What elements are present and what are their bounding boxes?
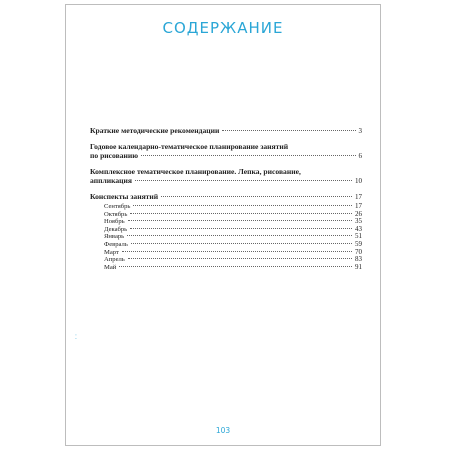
toc-subentry[interactable] [90, 226, 362, 234]
toc-entry-label: Годовое календарно-тематическое планирование занятий [90, 142, 289, 151]
dot-leader [127, 235, 352, 236]
toc-entry-label-continued: аппликация [90, 176, 132, 185]
toc-entry-label: Конспекты занятий [90, 192, 159, 201]
toc-entry[interactable] [90, 126, 362, 136]
toc-entry[interactable] [90, 192, 362, 271]
toc-subentry-label: Октябрь [104, 210, 128, 218]
toc-subentry[interactable] [90, 203, 362, 211]
toc-subentry-label: Февраль [104, 240, 128, 248]
toc-subentry-page: 70 [355, 247, 362, 256]
toc-subentry-label: Май [104, 263, 117, 271]
toc-subentry[interactable] [90, 211, 362, 219]
toc-entry-page: 3 [358, 127, 362, 135]
dot-leader [222, 130, 355, 131]
toc-entry-label-continued: по рисованию [90, 151, 139, 160]
toc-subentry-page: 91 [355, 262, 362, 271]
dot-leader [119, 266, 352, 267]
toc-entry-page: 10 [355, 177, 362, 185]
dot-leader [141, 155, 355, 156]
toc-subentry-page: 26 [355, 209, 362, 218]
table-of-contents [90, 126, 362, 277]
toc-entry-label: Комплексное тематическое планирование. Лепка, рисование, [90, 167, 301, 176]
toc-entry-page: 6 [358, 152, 362, 160]
toc-subentry-label: Декабрь [104, 225, 128, 233]
dot-leader [131, 243, 352, 244]
toc-entry-page: 17 [355, 193, 362, 201]
dot-leader [130, 228, 352, 229]
toc-subentry-label: Январь [104, 233, 125, 241]
dot-leader [161, 196, 352, 197]
dot-leader [128, 258, 352, 259]
toc-subentry[interactable] [90, 241, 362, 249]
dot-leader [122, 251, 352, 252]
toc-subentry-page: 35 [355, 217, 362, 226]
toc-subentry-label: Апрель [104, 256, 125, 264]
dot-leader [130, 213, 352, 214]
toc-subentry[interactable] [90, 264, 362, 272]
toc-entry-label: Краткие методические рекомендации [90, 126, 220, 135]
toc-subentry-page: 17 [355, 202, 362, 210]
toc-subentry-page: 43 [355, 224, 362, 233]
toc-entry[interactable] [90, 167, 362, 186]
toc-subentry-page: 51 [355, 232, 362, 241]
toc-entry[interactable] [90, 142, 362, 161]
toc-subentry-page: 83 [355, 255, 362, 264]
toc-subentry[interactable] [90, 249, 362, 257]
toc-subentry[interactable] [90, 218, 362, 226]
toc-subentry[interactable] [90, 256, 362, 264]
dot-leader [135, 180, 352, 181]
page-number: 103 [215, 426, 231, 435]
book-page [65, 4, 381, 446]
toc-subentry-label: Март [104, 248, 119, 256]
margin-mark: ⁚ [75, 334, 77, 341]
page-title: СОДЕРЖАНИЕ [162, 19, 284, 37]
toc-subentries [90, 203, 362, 271]
toc-subentry-label: Сентябрь [104, 203, 131, 210]
toc-subentry-page: 59 [355, 239, 362, 248]
dot-leader [133, 205, 352, 206]
dot-leader [128, 220, 352, 221]
toc-subentry-label: Ноябрь [104, 218, 125, 226]
toc-subentry[interactable] [90, 233, 362, 241]
